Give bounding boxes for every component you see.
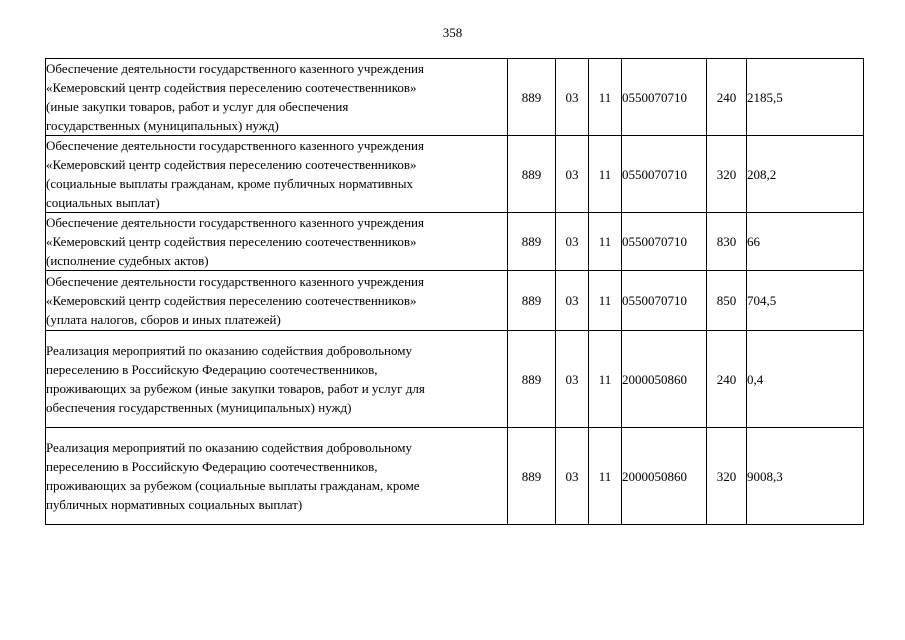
expense-description bbox=[46, 271, 508, 331]
description-line: «Кемеровский центр содействия переселению соотечественников» bbox=[46, 234, 417, 249]
expense-type-code: 240 bbox=[707, 59, 747, 136]
description-line: переселению в Российскую Федерацию соотечественников, bbox=[46, 362, 378, 377]
amount-value: 704,5 bbox=[747, 271, 864, 331]
description-line: Реализация мероприятий по оказанию содействия добровольному bbox=[46, 440, 412, 455]
expense-description bbox=[46, 331, 508, 428]
expense-description bbox=[46, 59, 508, 136]
expense-type-code: 320 bbox=[707, 136, 747, 213]
subsection-code: 11 bbox=[589, 331, 622, 428]
description-line: Обеспечение деятельности государственного казенного учреждения bbox=[46, 215, 424, 230]
description-line: публичных нормативных социальных выплат) bbox=[46, 497, 303, 512]
section-code: 03 bbox=[556, 331, 589, 428]
subsection-code: 11 bbox=[589, 136, 622, 213]
target-article-code: 2000050860 bbox=[622, 331, 707, 428]
subsection-code: 11 bbox=[589, 271, 622, 331]
table-row bbox=[46, 59, 864, 136]
table-row bbox=[46, 428, 864, 525]
description-line: «Кемеровский центр содействия переселению соотечественников» bbox=[46, 157, 417, 172]
subsection-code: 11 bbox=[589, 59, 622, 136]
ministry-code: 889 bbox=[508, 59, 556, 136]
target-article-code: 0550070710 bbox=[622, 59, 707, 136]
description-line: Обеспечение деятельности государственного казенного учреждения bbox=[46, 138, 424, 153]
description-line: обеспечения государственных (муниципальных) нужд) bbox=[46, 400, 352, 415]
description-line: проживающих за рубежом (социальные выплаты гражданам, кроме bbox=[46, 478, 420, 493]
description-line: «Кемеровский центр содействия переселению соотечественников» bbox=[46, 293, 417, 308]
ministry-code: 889 bbox=[508, 428, 556, 525]
target-article-code: 0550070710 bbox=[622, 271, 707, 331]
description-line: Реализация мероприятий по оказанию содействия добровольному bbox=[46, 343, 412, 358]
description-line: государственных (муниципальных) нужд) bbox=[46, 118, 279, 133]
expense-description bbox=[46, 428, 508, 525]
section-code: 03 bbox=[556, 136, 589, 213]
ministry-code: 889 bbox=[508, 213, 556, 271]
expense-type-code: 240 bbox=[707, 331, 747, 428]
amount-value: 2185,5 bbox=[747, 59, 864, 136]
ministry-code: 889 bbox=[508, 271, 556, 331]
expense-type-code: 830 bbox=[707, 213, 747, 271]
expense-description bbox=[46, 136, 508, 213]
description-line: (уплата налогов, сборов и иных платежей) bbox=[46, 312, 281, 327]
description-line: (иные закупки товаров, работ и услуг для обеспечения bbox=[46, 99, 349, 114]
expense-type-code: 850 bbox=[707, 271, 747, 331]
expense-description bbox=[46, 213, 508, 271]
description-line: Обеспечение деятельности государственного казенного учреждения bbox=[46, 274, 424, 289]
description-line: (исполнение судебных актов) bbox=[46, 253, 209, 268]
table-row bbox=[46, 331, 864, 428]
target-article-code: 0550070710 bbox=[622, 213, 707, 271]
target-article-code: 2000050860 bbox=[622, 428, 707, 525]
page-number: 358 bbox=[442, 25, 463, 40]
description-line: социальных выплат) bbox=[46, 195, 160, 210]
description-line: проживающих за рубежом (иные закупки товаров, работ и услуг для bbox=[46, 381, 425, 396]
ministry-code: 889 bbox=[508, 136, 556, 213]
table-row bbox=[46, 136, 864, 213]
section-code: 03 bbox=[556, 213, 589, 271]
subsection-code: 11 bbox=[589, 213, 622, 271]
ministry-code: 889 bbox=[508, 331, 556, 428]
table-row bbox=[46, 271, 864, 331]
amount-value: 208,2 bbox=[747, 136, 864, 213]
expense-type-code: 320 bbox=[707, 428, 747, 525]
amount-value: 9008,3 bbox=[747, 428, 864, 525]
description-line: Обеспечение деятельности государственного казенного учреждения bbox=[46, 61, 424, 76]
description-line: «Кемеровский центр содействия переселению соотечественников» bbox=[46, 80, 417, 95]
amount-value: 66 bbox=[747, 213, 864, 271]
description-line: (социальные выплаты гражданам, кроме публичных нормативных bbox=[46, 176, 413, 191]
target-article-code: 0550070710 bbox=[622, 136, 707, 213]
amount-value: 0,4 bbox=[747, 331, 864, 428]
budget-table bbox=[45, 58, 864, 525]
section-code: 03 bbox=[556, 428, 589, 525]
subsection-code: 11 bbox=[589, 428, 622, 525]
description-line: переселению в Российскую Федерацию соотечественников, bbox=[46, 459, 378, 474]
section-code: 03 bbox=[556, 271, 589, 331]
section-code: 03 bbox=[556, 59, 589, 136]
table-row bbox=[46, 213, 864, 271]
